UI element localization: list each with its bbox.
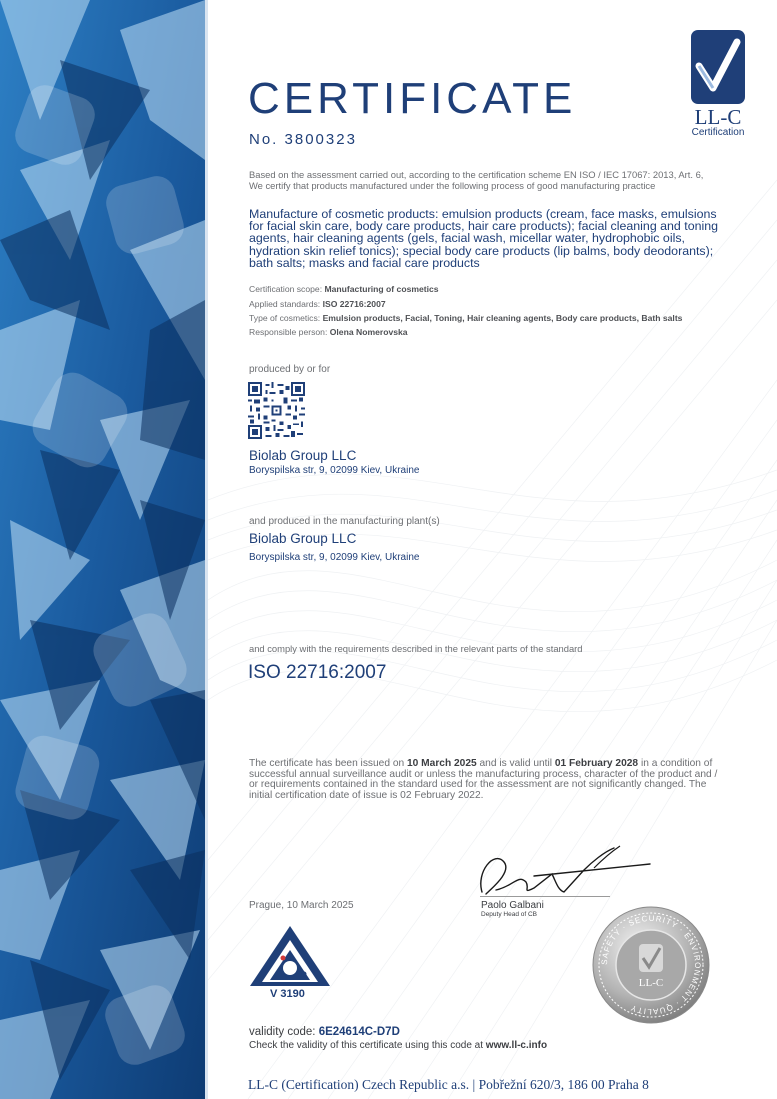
accreditation-triangle-icon [248,924,332,988]
check-line [249,1040,547,1051]
detail-row [249,282,719,297]
check-url-link[interactable]: www.ll-c.info [485,1040,548,1051]
signature-icon [474,842,654,904]
valid-until-date: 01 February 2028 [554,758,639,769]
logo-subtitle: Certification [691,127,745,138]
validity-code-line [249,1026,400,1038]
certificate-number: No. 3800323 [249,131,357,148]
validity-statement [249,759,719,801]
detail-row [249,325,719,340]
producer-name: Biolab Group LLC [249,448,357,463]
logo-name: LL-C [694,105,742,129]
certification-seal [592,906,710,1024]
signatory-name: Paolo Galbani [481,900,544,911]
detail-value: Manufacturing of cosmetics [324,284,439,294]
seal-text: SAFETY · SECURITY · ENVIRONMENT · QUALITY [599,913,703,1017]
accreditation-mark [248,924,332,1002]
certificate-details [249,282,719,340]
producer-address: Boryspilska str, 9, 02099 Kiev, Ukraine [249,465,420,476]
decorative-band [0,0,205,1099]
detail-row [249,297,719,312]
standard-name: ISO 22716:2007 [248,662,387,683]
abstract-pattern-icon [0,0,205,1099]
accreditation-number: V 3190 [270,988,305,1000]
produced-label: produced by or for [249,364,331,375]
intro-text: Based on the assessment carried out, according to the certification scheme EN ISO / IEC 17067: 2013, Art. 6, We certify that products manufactured under the following process of good manufacturing practice [249,169,704,191]
detail-value: Olena Nomerovska [329,327,408,338]
statement-part: in a condition of successful annual surveillance audit or unless the manufacturing process, character of the product and / or requirements contained in the standard used for the assessment are not significantly changed. The initial certification date of issue is 02 February 2022. [249,758,718,801]
detail-label: Certification scope: [249,284,325,294]
signatory-role: Deputy Head of CB [481,911,538,918]
detail-label: Type of cosmetics: [249,313,323,324]
scope-text: Manufacture of cosmetic products: emulsion products (cream, face masks, emulsions for facial skin care, body care products, hair care products); facial cleaning and toning agents, hair cleaning agents (gels, facial wash, micellar water, hydrophobic oils, hydration skin relief tonics); special body care products (lip balms, body deodorants); bath salts; masks and facial care products [249,207,719,270]
signature-line [480,896,610,897]
statement-part: and is valid until [476,758,555,769]
detail-label: Responsible person: [249,327,330,338]
detail-label: Applied standards: [249,298,323,309]
seal-center-text: LL-C [638,977,664,989]
checkmark-icon [691,30,745,104]
place-date: Prague, 10 March 2025 [249,900,354,911]
detail-row [249,311,719,325]
plant-name: Biolab Group LLC [249,531,357,546]
statement-part: The certificate has been issued on [249,758,408,769]
plant-address: Boryspilska str, 9, 02099 Kiev, Ukraine [249,552,420,563]
qr-code-icon[interactable] [248,382,305,439]
detail-value: ISO 22716:2007 [322,298,386,309]
footer-address: LL-C (Certification) Czech Republic a.s. | Pobřežní 620/3, 186 00 Praha 8 [248,1077,649,1092]
comply-text: and comply with the requirements described in the relevant parts of the standard [249,643,583,654]
seal-icon [592,906,710,1024]
brand-logo [686,30,750,138]
issue-date: 10 March 2025 [407,758,477,769]
certificate-title: CERTIFICATE [248,74,577,123]
validity-label: validity code: [249,1026,319,1038]
plant-label: and produced in the manufacturing plant(s) [249,516,440,527]
check-text: Check the validity of this certificate using this code at [249,1040,486,1051]
validity-code: 6E24614C-D7D [318,1026,400,1038]
detail-value: Emulsion products, Facial, Toning, Hair cleaning agents, Body care products, Bath salts [322,313,683,324]
